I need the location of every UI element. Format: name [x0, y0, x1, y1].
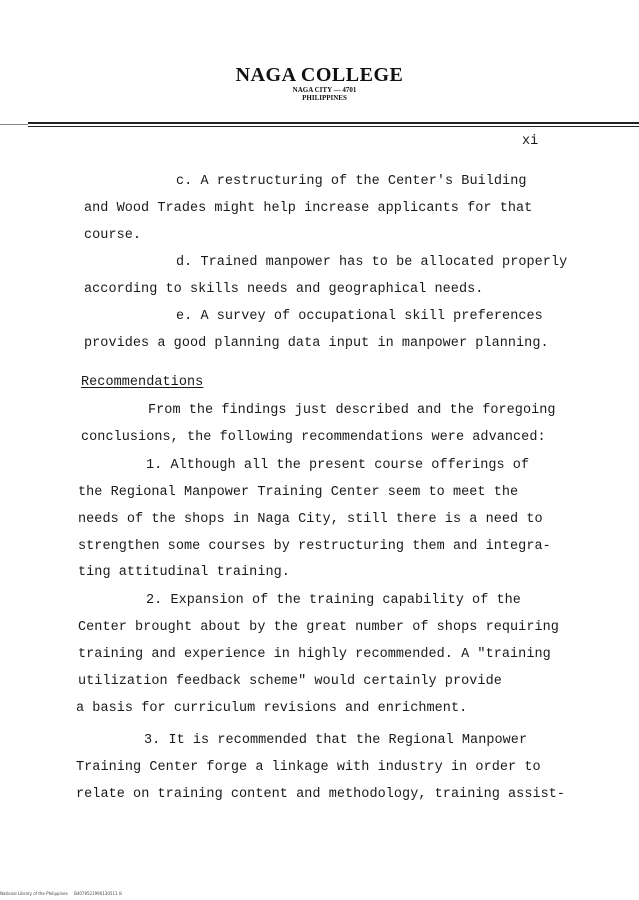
text-line: a basis for curriculum revisions and enrichment. — [76, 701, 468, 716]
text-line: From the findings just described and the foregoing — [148, 403, 556, 418]
text-line: relate on training content and methodology, training assist- — [76, 787, 566, 802]
text-line: provides a good planning data input in manpower planning. — [84, 336, 549, 351]
text-line: training and experience in highly recommended. A "training — [78, 647, 551, 662]
text-line: d. Trained manpower has to be allocated properly — [176, 255, 568, 270]
recommendations-heading: Recommendations — [81, 375, 204, 390]
page-number: xi — [522, 134, 539, 149]
text-line: the Regional Manpower Training Center seem to meet the — [78, 485, 519, 500]
text-line: according to skills needs and geographical needs. — [84, 282, 484, 297]
college-city: NAGA CITY — 4701 — [292, 86, 357, 94]
header-rule-left — [0, 124, 28, 125]
college-country: PHILIPPINES — [302, 94, 347, 102]
text-line: conclusions, the following recommendations were advanced: — [81, 430, 546, 445]
text-line: Center brought about by the great number of shops requiring — [78, 620, 559, 635]
text-line: 3. It is recommended that the Regional Manpower — [144, 733, 528, 748]
text-line: utilization feedback scheme" would certainly provide — [78, 674, 502, 689]
text-line: c. A restructuring of the Center's Building — [176, 174, 527, 189]
text-line: and Wood Trades might help increase applicants for that — [84, 201, 533, 216]
letterhead — [0, 64, 639, 102]
header-rule-bottom — [28, 126, 639, 127]
text-line: needs of the shops in Naga City, still there is a need to — [78, 512, 543, 527]
text-line: strengthen some courses by restructuring them and integra- — [78, 539, 551, 554]
archive-footer: National Library of the Philippines B4079521990130511 lii — [0, 891, 123, 896]
header-rule-top — [28, 122, 639, 124]
text-line: 2. Expansion of the training capability of the — [146, 593, 521, 608]
text-line: Training Center forge a linkage with industry in order to — [76, 760, 541, 775]
text-line: e. A survey of occupational skill preferences — [176, 309, 543, 324]
college-name: NAGA COLLEGE — [235, 64, 404, 86]
text-line: 1. Although all the present course offerings of — [146, 458, 530, 473]
text-line: ting attitudinal training. — [78, 565, 290, 580]
text-line: course. — [84, 228, 142, 243]
